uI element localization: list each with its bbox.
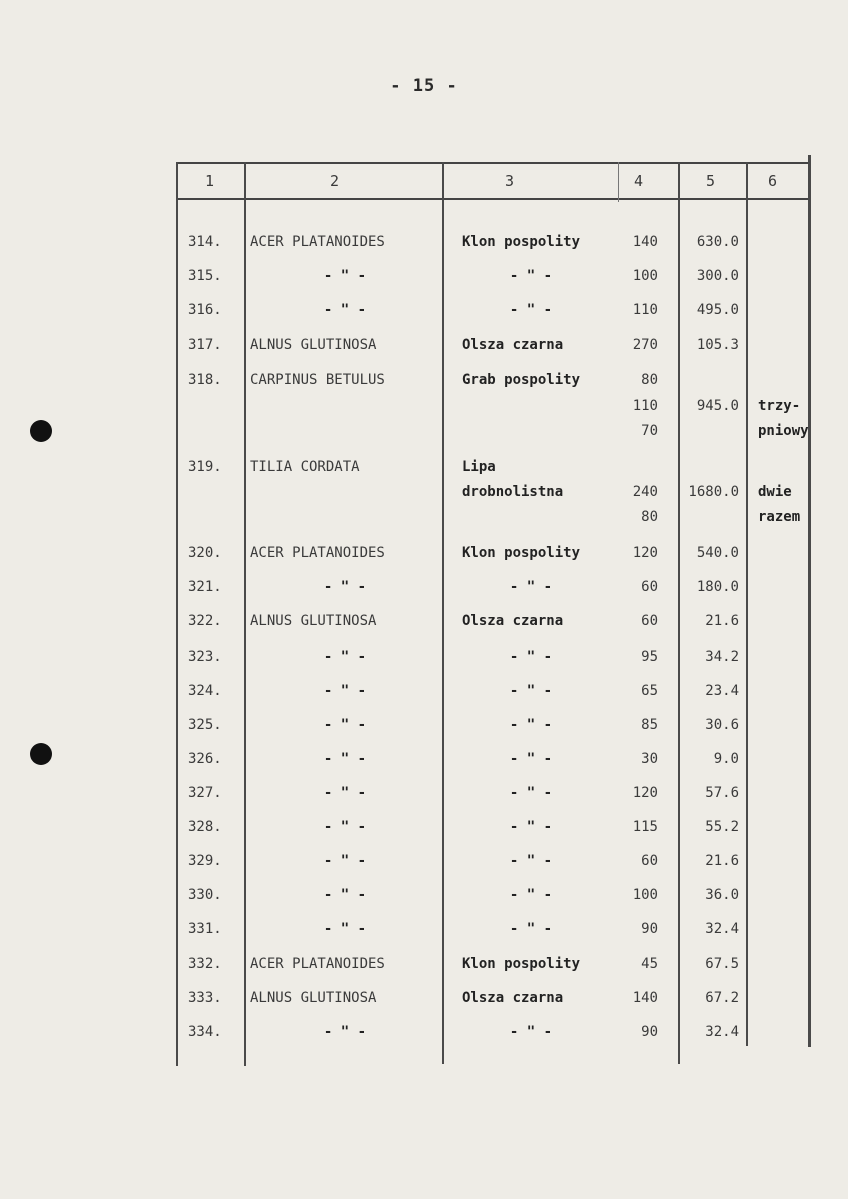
circumference: 110 <box>632 398 658 414</box>
latin-name: ACER PLATANOIDES <box>250 545 385 561</box>
circumference: 80 <box>641 509 658 525</box>
volume: 300.0 <box>696 268 739 284</box>
row-number: 321. <box>188 579 222 595</box>
volume: 540.0 <box>696 545 739 561</box>
circumference: 120 <box>632 785 658 801</box>
row-number: 320. <box>188 545 222 561</box>
col-line-3 <box>618 162 619 202</box>
latin-name: ALNUS GLUTINOSA <box>250 337 377 353</box>
polish-name: - " - <box>509 302 553 318</box>
circumference: 65 <box>641 683 658 699</box>
latin-name: - " - <box>323 1024 367 1040</box>
latin-name: - " - <box>323 649 367 665</box>
circumference: 90 <box>641 1024 658 1040</box>
polish-name: drobnolistna <box>462 484 564 500</box>
latin-name: - " - <box>323 268 367 284</box>
polish-name: - " - <box>509 819 553 835</box>
row-number: 316. <box>188 302 222 318</box>
polish-name: - " - <box>509 785 553 801</box>
row-number: 331. <box>188 921 222 937</box>
volume: 630.0 <box>696 234 739 250</box>
polish-name: - " - <box>509 649 553 665</box>
circumference: 80 <box>641 372 658 388</box>
volume: 32.4 <box>705 1024 739 1040</box>
note: trzy- <box>758 398 801 414</box>
row-number: 332. <box>188 956 222 972</box>
row-number: 323. <box>188 649 222 665</box>
polish-name: Olsza czarna <box>462 613 564 629</box>
volume: 495.0 <box>696 302 739 318</box>
polish-name: - " - <box>509 683 553 699</box>
polish-name: - " - <box>509 751 553 767</box>
row-number: 325. <box>188 717 222 733</box>
volume: 21.6 <box>705 613 739 629</box>
circumference: 45 <box>641 956 658 972</box>
latin-name: - " - <box>323 819 367 835</box>
latin-name: - " - <box>323 785 367 801</box>
volume: 105.3 <box>696 337 739 353</box>
circumference: 240 <box>632 484 658 500</box>
note: razem <box>758 509 801 525</box>
col-line-2 <box>442 162 444 1064</box>
polish-name: - " - <box>509 1024 553 1040</box>
circumference: 120 <box>632 545 658 561</box>
col-line-5 <box>746 162 748 1046</box>
volume: 36.0 <box>705 887 739 903</box>
latin-name: - " - <box>323 717 367 733</box>
latin-name: CARPINUS BETULUS <box>250 372 385 388</box>
circumference: 60 <box>641 613 658 629</box>
circumference: 270 <box>632 337 658 353</box>
header-col-5: 5 <box>706 172 716 190</box>
note: pniowy <box>758 423 809 439</box>
polish-name: Olsza czarna <box>462 990 564 1006</box>
polish-name: - " - <box>509 853 553 869</box>
row-number: 324. <box>188 683 222 699</box>
polish-name: - " - <box>509 268 553 284</box>
col-line-1 <box>244 162 246 1066</box>
volume: 67.2 <box>705 990 739 1006</box>
volume: 32.4 <box>705 921 739 937</box>
row-number: 314. <box>188 234 222 250</box>
latin-name: - " - <box>323 302 367 318</box>
volume: 945.0 <box>696 398 739 414</box>
row-number: 318. <box>188 372 222 388</box>
polish-name: - " - <box>509 887 553 903</box>
row-number: 333. <box>188 990 222 1006</box>
volume: 23.4 <box>705 683 739 699</box>
row-number: 326. <box>188 751 222 767</box>
volume: 21.6 <box>705 853 739 869</box>
row-number: 328. <box>188 819 222 835</box>
header-col-6: 6 <box>768 172 778 190</box>
polish-name: Klon pospolity <box>462 545 581 561</box>
circumference: 95 <box>641 649 658 665</box>
row-number: 315. <box>188 268 222 284</box>
note: dwie <box>758 484 792 500</box>
row-number: 317. <box>188 337 222 353</box>
circumference: 140 <box>632 234 658 250</box>
col-line-left <box>176 162 178 1066</box>
latin-name: - " - <box>323 579 367 595</box>
circumference: 115 <box>632 819 658 835</box>
latin-name: - " - <box>323 683 367 699</box>
row-number: 329. <box>188 853 222 869</box>
latin-name: - " - <box>323 921 367 937</box>
circumference: 110 <box>632 302 658 318</box>
polish-name: - " - <box>509 717 553 733</box>
row-number: 334. <box>188 1024 222 1040</box>
header-bottom-rule <box>176 198 810 200</box>
row-number: 327. <box>188 785 222 801</box>
latin-name: - " - <box>323 751 367 767</box>
volume: 57.6 <box>705 785 739 801</box>
latin-name: ALNUS GLUTINOSA <box>250 613 377 629</box>
header-col-3: 3 <box>505 172 515 190</box>
polish-name: Grab pospolity <box>462 372 581 388</box>
volume: 55.2 <box>705 819 739 835</box>
circumference: 140 <box>632 990 658 1006</box>
row-number: 330. <box>188 887 222 903</box>
circumference: 60 <box>641 579 658 595</box>
polish-name: Klon pospolity <box>462 234 581 250</box>
polish-name: Klon pospolity <box>462 956 581 972</box>
header-col-4: 4 <box>634 172 644 190</box>
circumference: 30 <box>641 751 658 767</box>
volume: 180.0 <box>696 579 739 595</box>
circumference: 100 <box>632 887 658 903</box>
volume: 34.2 <box>705 649 739 665</box>
polish-name: - " - <box>509 579 553 595</box>
volume: 30.6 <box>705 717 739 733</box>
volume: 1680.0 <box>688 484 739 500</box>
circumference: 90 <box>641 921 658 937</box>
row-number: 322. <box>188 613 222 629</box>
latin-name: - " - <box>323 853 367 869</box>
latin-name: TILIA CORDATA <box>250 459 360 475</box>
header-col-2: 2 <box>330 172 340 190</box>
page-number: - 15 - <box>390 76 458 96</box>
circumference: 100 <box>632 268 658 284</box>
latin-name: - " - <box>323 887 367 903</box>
latin-name: ACER PLATANOIDES <box>250 956 385 972</box>
polish-name: Lipa <box>462 459 496 475</box>
circumference: 70 <box>641 423 658 439</box>
polish-name: Olsza czarna <box>462 337 564 353</box>
volume: 9.0 <box>713 751 739 767</box>
polish-name: - " - <box>509 921 553 937</box>
latin-name: ALNUS GLUTINOSA <box>250 990 377 1006</box>
volume: 67.5 <box>705 956 739 972</box>
latin-name: ACER PLATANOIDES <box>250 234 385 250</box>
circumference: 60 <box>641 853 658 869</box>
table-top-rule <box>176 162 810 164</box>
col-line-right <box>808 155 811 1047</box>
header-col-1: 1 <box>205 172 215 190</box>
row-number: 319. <box>188 459 222 475</box>
circumference: 85 <box>641 717 658 733</box>
